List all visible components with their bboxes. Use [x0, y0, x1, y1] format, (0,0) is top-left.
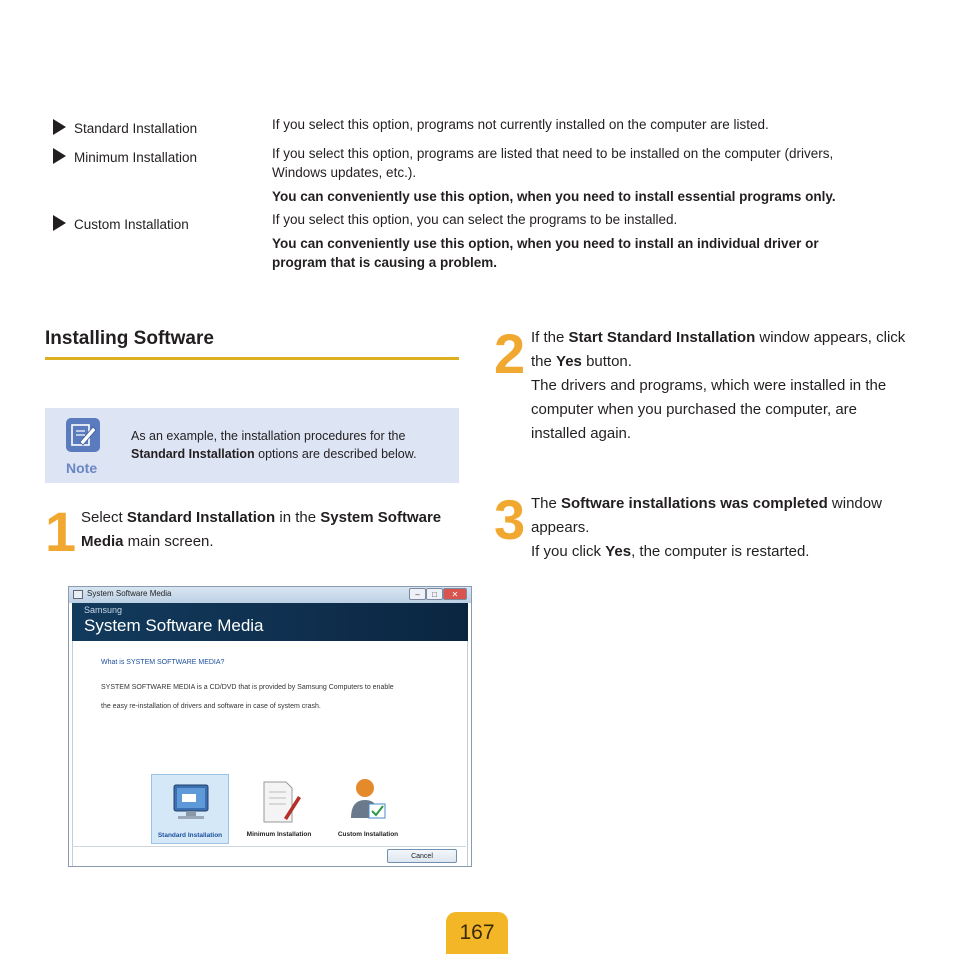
step-bold: Yes [605, 543, 632, 560]
step-3-text [531, 492, 911, 564]
step-text: window appears. [531, 495, 882, 536]
section-title: Installing Software [45, 328, 214, 349]
window-body [72, 641, 468, 866]
step-1-text [81, 506, 451, 554]
option-label-minimum: Minimum Installation [74, 150, 198, 165]
step-text: , the computer is restarted. [631, 543, 810, 560]
option-emphasis-custom: You can conveniently use this option, when you need to install an individual driver or program that is causing a problem. [272, 236, 819, 270]
step-text: The drivers and programs, which were installed in the computer when you purchased the computer, are installed again. [531, 377, 887, 442]
monitor-icon [152, 775, 230, 831]
step-text: window appears, click the [531, 329, 906, 370]
minimize-button[interactable]: – [409, 588, 426, 600]
app-icon [73, 590, 83, 599]
option-desc-standard: If you select this option, programs not currently installed on the computer are listed. [272, 117, 769, 132]
info-text: SYSTEM SOFTWARE MEDIA is a CD/DVD that is provided by Samsung Computers to enable [101, 684, 394, 691]
step-2-text [531, 326, 911, 446]
note-text-bold: Standard Installation [131, 447, 255, 461]
bullet-arrow-icon [53, 215, 66, 231]
step-text: Select [81, 509, 127, 526]
note-text-part: As an example, the installation procedures for the [131, 429, 406, 443]
close-button[interactable]: ✕ [443, 588, 467, 600]
step-text: The [531, 495, 562, 512]
section-rule [45, 357, 459, 360]
banner-brand: Samsung [84, 605, 123, 615]
note-text [131, 427, 451, 463]
pencil-note-icon [66, 418, 100, 452]
step-bold: System Software Media [81, 509, 442, 550]
window-banner [72, 603, 468, 641]
minimum-installation-option[interactable] [240, 774, 318, 844]
step-bold: Software installations was completed [561, 495, 828, 512]
note-text-part: options are described below. [254, 447, 417, 461]
window-separator [72, 846, 466, 847]
step-text: button. [581, 353, 632, 370]
page-number-tab [446, 912, 508, 954]
maximize-button[interactable]: □ [426, 588, 443, 600]
banner-title: System Software Media [84, 616, 264, 635]
option-emphasis-minimum: You can conveniently use this option, when you need to install essential programs only. [272, 189, 836, 204]
option-label-standard: Standard Installation [74, 121, 198, 136]
document-pen-icon [240, 774, 318, 830]
software-media-window [68, 586, 472, 867]
step-bold: Start Standard Installation [568, 329, 756, 346]
standard-installation-option[interactable] [151, 774, 229, 844]
window-title: System Software Media [87, 589, 172, 598]
option-caption: Minimum Installation [246, 831, 312, 838]
custom-installation-option[interactable] [329, 774, 407, 844]
step-text: If the [531, 329, 569, 346]
step-number: 1 [45, 500, 77, 563]
user-check-icon [329, 774, 407, 830]
option-caption: Custom Installation [337, 831, 399, 838]
bullet-arrow-icon [53, 148, 66, 164]
cancel-button[interactable]: Cancel [387, 849, 457, 863]
step-number: 3 [494, 488, 526, 551]
info-link[interactable]: What is SYSTEM SOFTWARE MEDIA? [101, 659, 225, 666]
window-titlebar [69, 587, 471, 603]
option-desc-custom: If you select this option, you can select the programs to be installed. [272, 212, 678, 227]
step-text: main screen. [123, 533, 214, 550]
step-text: If you click [531, 543, 606, 560]
step-text: in the [275, 509, 321, 526]
step-bold: Yes [556, 353, 582, 370]
page-number: 167 [459, 921, 495, 944]
info-text: the easy re-installation of drivers and software in case of system crash. [101, 703, 321, 710]
step-bold: Standard Installation [126, 509, 276, 526]
note-label: Note [66, 460, 98, 476]
option-caption: Standard Installation [157, 832, 223, 839]
step-number: 2 [494, 322, 526, 385]
option-label-custom: Custom Installation [74, 217, 189, 232]
note-box [45, 408, 459, 483]
bullet-arrow-icon [53, 119, 66, 135]
option-desc-minimum: If you select this option, programs are listed that need to be installed on the computer (drivers, Windows updates, etc.). [272, 146, 834, 180]
